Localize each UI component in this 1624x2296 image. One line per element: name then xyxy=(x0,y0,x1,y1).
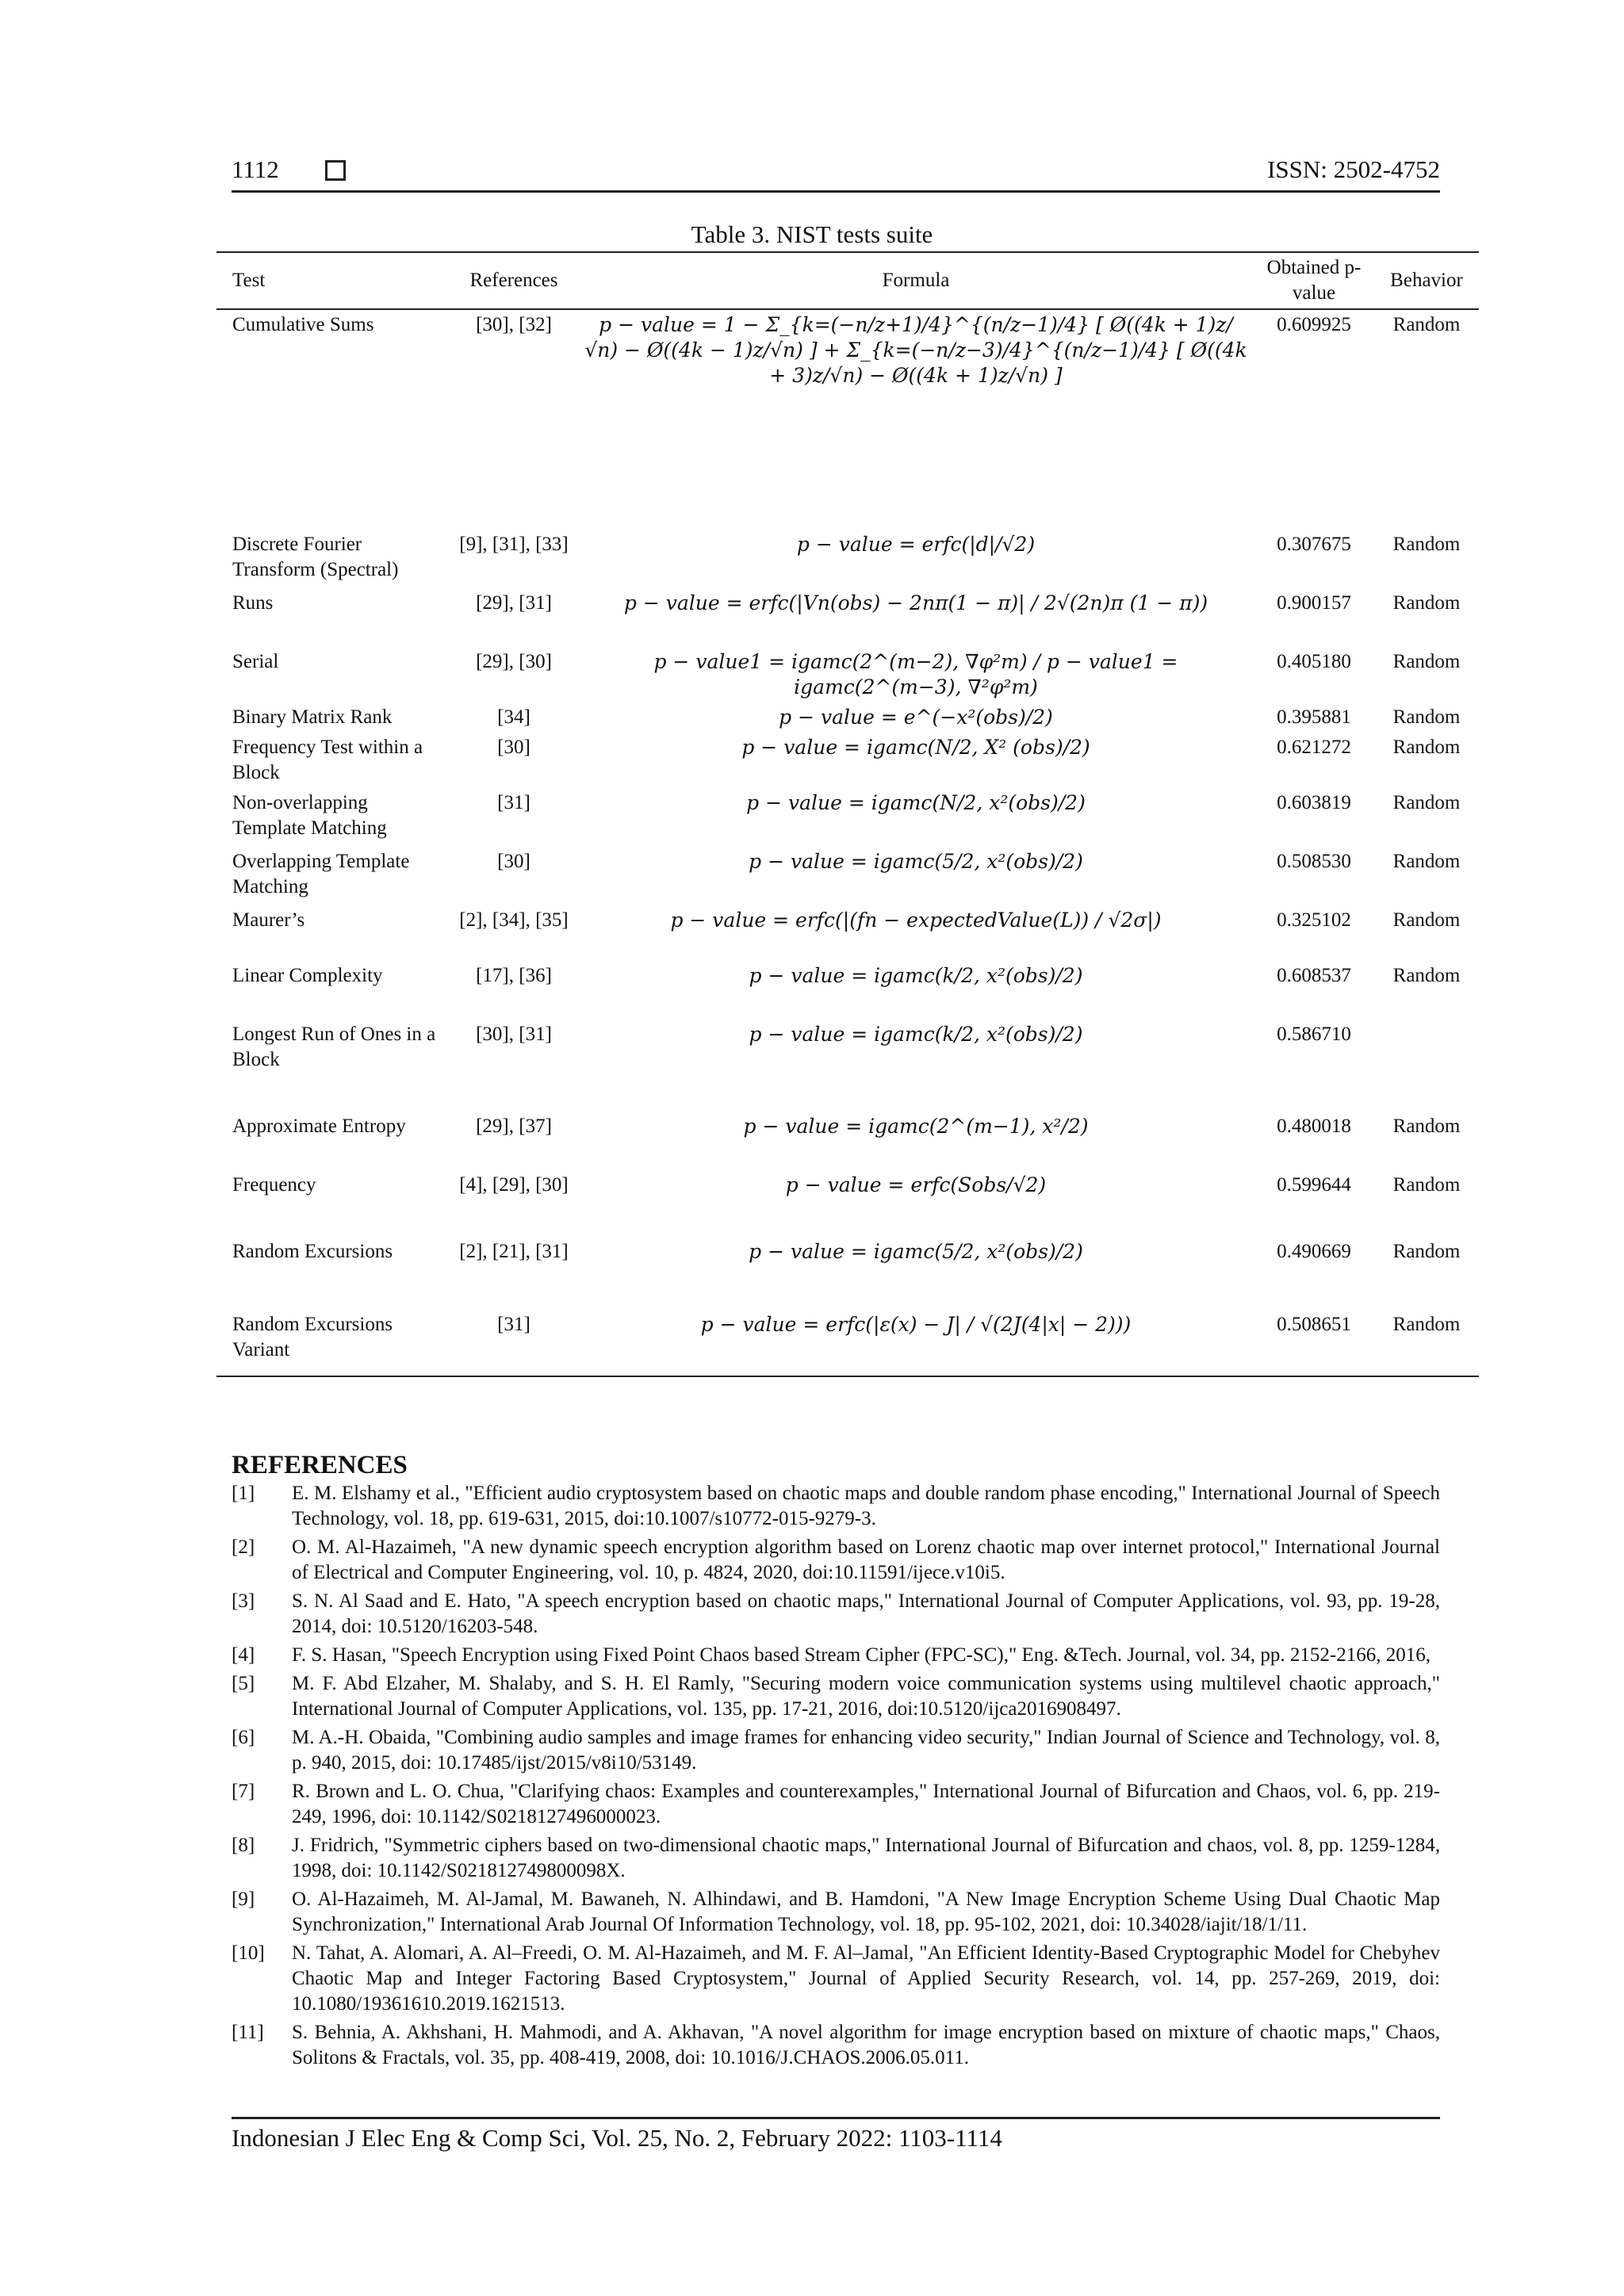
reference-number: [9] xyxy=(232,1888,255,1910)
test-cell: Random Excursions Variant xyxy=(232,1314,393,1360)
p-value-cell: 0.307675 xyxy=(1277,534,1351,555)
table-row xyxy=(216,1237,1479,1310)
page-header xyxy=(232,155,1440,193)
test-cell: Maurer’s xyxy=(232,909,305,931)
reference-number: [5] xyxy=(232,1673,255,1694)
reference-item xyxy=(232,1481,1440,1532)
reference-text: O. Al-Hazaimeh, M. Al-Jamal, M. Bawaneh, N. Alhindawi, and B. Hamdoni, "A New Image Encryption Scheme Using Dual Chaotic Map Synchronization," International Arab Journal Of Information Technology, vol. 18, pp. 95-102, 2021, doi: 10.34028/iajit/18/1/11. xyxy=(292,1888,1440,1935)
reference-text: J. Fridrich, "Symmetric ciphers based on two-dimensional chaotic maps," International Journal of Bifurcation and chaos, vol. 8, pp. 1259-1284, 1998, doi: 10.1142/S021812749800098X. xyxy=(292,1835,1440,1881)
p-value-cell: 0.599644 xyxy=(1277,1174,1351,1196)
formula-cell: p − value = erfc(|ε(x) − J| / √(2J(4|x| − 2))) xyxy=(700,1313,1132,1336)
table-row xyxy=(216,702,1479,733)
table-row xyxy=(216,788,1479,847)
reference-number: [7] xyxy=(232,1781,255,1802)
reference-text: M. A.-H. Obaida, "Combining audio samples and image frames for enhancing video security," Indian Journal of Science and Technology, vol. 8, p. 940, 2015, doi: 10.17485/ijst/2015/v8i10/53149. xyxy=(292,1727,1440,1774)
reference-text: E. M. Elshamy et al., "Efficient audio cryptosystem based on chaotic maps and double random phase encoding," International Journal of Speech Technology, vol. 18, pp. 619-631, 2015, doi:10.1007/s10772-015-9279-3. xyxy=(292,1483,1440,1529)
reference-item xyxy=(232,1535,1440,1586)
test-cell: Runs xyxy=(232,592,274,614)
references-cell: [31] xyxy=(497,1314,530,1335)
behavior-cell: Random xyxy=(1392,651,1461,672)
behavior-cell: Random xyxy=(1392,909,1461,931)
test-cell: Longest Run of Ones in a Block xyxy=(232,1024,436,1070)
table-row xyxy=(216,1310,1479,1376)
reference-text: O. M. Al-Hazaimeh, "A new dynamic speech encryption algorithm based on Lorenz chaotic map over internet protocol," International Journal of Electrical and Computer Engineering, vol. 10, p. 4824, 2020, doi:10.11591/ijece.v10i5. xyxy=(292,1536,1440,1583)
col-formula: Formula xyxy=(882,270,950,291)
behavior-cell: Random xyxy=(1392,851,1461,872)
references-cell: [9], [31], [33] xyxy=(459,534,569,555)
references-cell: [29], [37] xyxy=(476,1115,552,1137)
behavior-cell: Random xyxy=(1392,314,1461,335)
behavior-cell: Random xyxy=(1392,1174,1461,1196)
test-cell: Overlapping Template Matching xyxy=(232,851,410,897)
references-cell: [34] xyxy=(497,706,530,728)
references-cell: [30] xyxy=(497,737,530,758)
reference-item xyxy=(232,1941,1440,2017)
behavior-cell: Random xyxy=(1392,706,1461,728)
reference-item xyxy=(232,1643,1440,1668)
table-row xyxy=(216,530,1479,588)
square-icon xyxy=(325,160,346,181)
references-cell: [31] xyxy=(497,792,530,813)
p-value-cell: 0.490669 xyxy=(1277,1241,1351,1262)
table-row xyxy=(216,309,1479,530)
reference-item xyxy=(232,1779,1440,1830)
col-p-value: Obtained p-value xyxy=(1266,257,1362,304)
reference-item xyxy=(232,1671,1440,1722)
reference-text: M. F. Abd Elzaher, M. Shalaby, and S. H. El Ramly, "Securing modern voice communication systems using multilevel chaotic approach," International Journal of Computer Applications, vol. 135, pp. 17-21, 2016, doi:10.5120/ijca2016908497. xyxy=(292,1673,1440,1720)
table-row xyxy=(216,847,1479,905)
reference-number: [3] xyxy=(232,1590,255,1612)
reference-number: [8] xyxy=(232,1835,255,1856)
table-row xyxy=(216,961,1479,1020)
table-row xyxy=(216,1170,1479,1237)
nist-tests-table xyxy=(216,251,1479,1377)
reference-item xyxy=(232,1589,1440,1640)
reference-item xyxy=(232,1833,1440,1884)
behavior-cell: Random xyxy=(1392,792,1461,813)
page-number: 1112 xyxy=(232,155,279,183)
test-cell: Discrete Fourier Transform (Spectral) xyxy=(232,534,399,580)
reference-text: S. Behnia, A. Akhshani, H. Mahmodi, and A. Akhavan, "A novel algorithm for image encryption based on mixture of chaotic maps," Chaos, Solitons & Fractals, vol. 35, pp. 408-419, 2008, doi: 10.1016/J.CHAOS.2006.05.011. xyxy=(292,2022,1440,2068)
formula-cell: p − value = igamc(5/2, x²(obs)/2) xyxy=(749,1240,1083,1263)
p-value-cell: 0.480018 xyxy=(1277,1115,1351,1137)
p-value-cell: 0.586710 xyxy=(1277,1024,1351,1045)
formula-cell: p − value = igamc(2^(m−1), x²/2) xyxy=(743,1115,1089,1138)
behavior-cell: Random xyxy=(1392,1314,1461,1335)
reference-item xyxy=(232,1887,1440,1938)
p-value-cell: 0.508651 xyxy=(1277,1314,1351,1335)
test-cell: Approximate Entropy xyxy=(232,1115,406,1137)
references-cell: [29], [30] xyxy=(476,651,552,672)
behavior-cell: Random xyxy=(1392,737,1461,758)
reference-number: [6] xyxy=(232,1727,255,1748)
reference-number: [4] xyxy=(232,1644,255,1666)
references-cell: [4], [29], [30] xyxy=(459,1174,569,1196)
p-value-cell: 0.325102 xyxy=(1277,909,1351,931)
issn: ISSN: 2502-4752 xyxy=(1267,155,1440,183)
behavior-cell: Random xyxy=(1392,965,1461,986)
test-cell: Cumulative Sums xyxy=(232,314,374,335)
reference-item xyxy=(232,2020,1440,2071)
formula-cell: p − value = erfc(|Vn(obs) − 2nπ(1 − π)| / 2√(2n)π (1 − π)) xyxy=(623,591,1208,614)
p-value-cell: 0.395881 xyxy=(1277,706,1351,728)
test-cell: Serial xyxy=(232,651,279,672)
table-row xyxy=(216,1020,1479,1112)
references-cell: [30] xyxy=(497,851,530,872)
behavior-cell: Random xyxy=(1392,592,1461,614)
formula-cell: p − value = 1 − Σ_{k=(−n/z+1)/4}^{(n/z−1)/4} [ Ø((4k + 1)z/√n) − Ø((4k − 1)z/√n) ] + Σ_{k=(−n/z−3)/4}^{(n/z−1)/4} [ Ø((4k + 3)z/√n) − Ø((4k + 1)z/√n) ] xyxy=(584,313,1247,387)
test-cell: Frequency Test within a Block xyxy=(232,737,423,783)
references-cell: [2], [34], [35] xyxy=(459,909,569,931)
references-cell: [17], [36] xyxy=(476,965,552,986)
p-value-cell: 0.609925 xyxy=(1277,314,1351,335)
reference-number: [1] xyxy=(232,1483,255,1504)
p-value-cell: 0.608537 xyxy=(1277,965,1351,986)
table-header-row xyxy=(216,252,1479,309)
references-cell: [29], [31] xyxy=(476,592,552,614)
reference-text: N. Tahat, A. Alomari, A. Al–Freedi, O. M. Al-Hazaimeh, and M. F. Al–Jamal, "An Efficient Identity-Based Cryptographic Model for Chebyhev Chaotic Map and Integer Factoring Based Cryptosystem," Journal of Applied Security Research, vol. 14, pp. 257-269, 2019, doi: 10.1080/19361610.2019.1621513. xyxy=(292,1942,1440,2015)
formula-cell: p − value = igamc(5/2, x²(obs)/2) xyxy=(749,850,1083,873)
formula-cell: p − value1 = igamc(2^(m−2), ∇φ²m) / p − value1 = igamc(2^(m−3), ∇²φ²m) xyxy=(653,650,1178,698)
formula-cell: p − value = igamc(k/2, x²(obs)/2) xyxy=(749,964,1083,987)
formula-cell: p − value = igamc(N/2, x²(obs)/2) xyxy=(746,791,1086,814)
reference-number: [11] xyxy=(232,2022,264,2043)
references-cell: [30], [32] xyxy=(476,314,552,335)
reference-number: [2] xyxy=(232,1536,255,1558)
p-value-cell: 0.508530 xyxy=(1277,851,1351,872)
references-cell: [2], [21], [31] xyxy=(459,1241,569,1262)
page-footer: Indonesian J Elec Eng & Comp Sci, Vol. 25, No. 2, February 2022: 1103-1114 xyxy=(232,2117,1440,2152)
references-list xyxy=(232,1481,1440,2074)
formula-cell: p − value = erfc(Sobs/√2) xyxy=(785,1173,1047,1196)
reference-text: S. N. Al Saad and E. Hato, "A speech encryption based on chaotic maps," International Journal of Computer Applications, vol. 93, pp. 19-28, 2014, doi: 10.5120/16203-548. xyxy=(292,1590,1440,1637)
reference-number: [10] xyxy=(232,1942,265,1964)
table-row xyxy=(216,588,1479,647)
behavior-cell: Random xyxy=(1392,1115,1461,1137)
table-body xyxy=(216,309,1479,1376)
table-row xyxy=(216,647,1479,702)
p-value-cell: 0.900157 xyxy=(1277,592,1351,614)
test-cell: Random Excursions xyxy=(232,1241,393,1262)
col-behavior: Behavior xyxy=(1390,270,1463,291)
p-value-cell: 0.405180 xyxy=(1277,651,1351,672)
p-value-cell: 0.603819 xyxy=(1277,792,1351,813)
formula-cell: p − value = igamc(k/2, x²(obs)/2) xyxy=(749,1023,1083,1046)
reference-text: F. S. Hasan, "Speech Encryption using Fixed Point Chaos based Stream Cipher (FPC-SC)," Eng. &Tech. Journal, vol. 34, pp. 2152-2166, 2016, xyxy=(292,1644,1431,1666)
col-references: References xyxy=(469,270,558,291)
behavior-cell: Random xyxy=(1392,1241,1461,1262)
test-cell: Frequency xyxy=(232,1174,316,1196)
test-cell: Non-overlapping Template Matching xyxy=(232,792,387,839)
p-value-cell: 0.621272 xyxy=(1277,737,1351,758)
behavior-cell xyxy=(1374,1020,1479,1112)
references-title: REFERENCES xyxy=(232,1451,408,1479)
formula-cell: p − value = erfc(|(fn − expectedValue(L)) / √2σ|) xyxy=(670,909,1162,932)
table-row xyxy=(216,733,1479,788)
reference-text: R. Brown and L. O. Chua, "Clarifying chaos: Examples and counterexamples," International Journal of Bifurcation and Chaos, vol. 6, pp. 219-249, 1996, doi: 10.1142/S0218127496000023. xyxy=(292,1781,1440,1827)
references-cell: [30], [31] xyxy=(476,1024,552,1045)
test-cell: Linear Complexity xyxy=(232,965,383,986)
reference-item xyxy=(232,1725,1440,1776)
formula-cell: p − value = erfc(|d|/√2) xyxy=(796,533,1036,556)
col-test: Test xyxy=(232,270,266,291)
behavior-cell: Random xyxy=(1392,534,1461,555)
table-row xyxy=(216,905,1479,961)
formula-cell: p − value = igamc(N/2, X² (obs)/2) xyxy=(741,736,1090,759)
table-row xyxy=(216,1112,1479,1170)
table-caption: Table 3. NIST tests suite xyxy=(691,220,933,248)
test-cell: Binary Matrix Rank xyxy=(232,706,393,728)
formula-cell: p − value = e^(−x²(obs)/2) xyxy=(779,706,1053,729)
